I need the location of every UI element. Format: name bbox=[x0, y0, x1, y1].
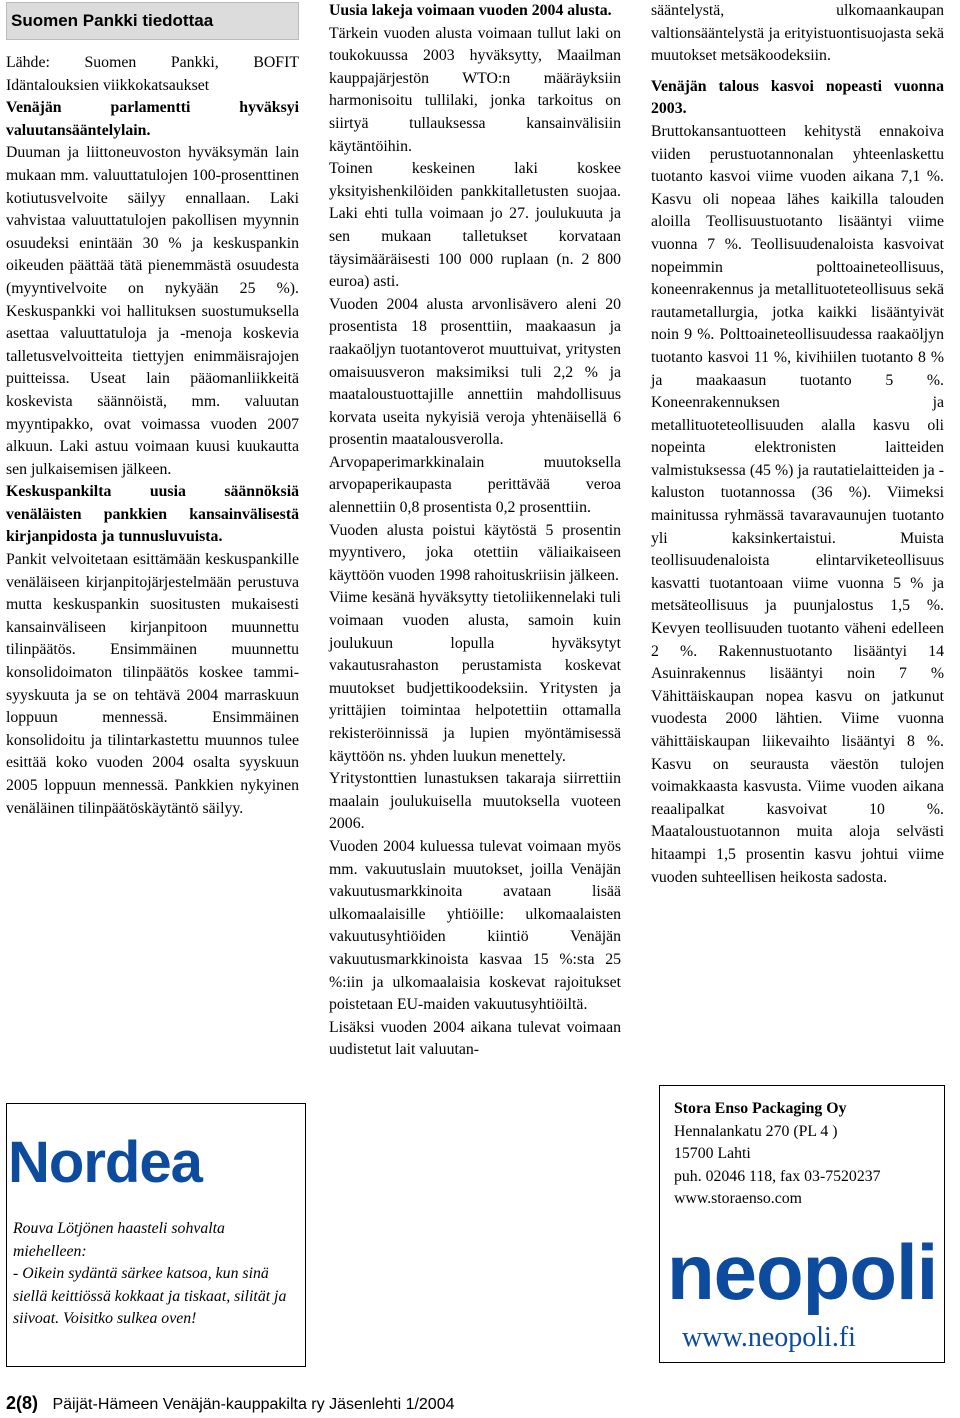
column-3 bbox=[651, 0, 944, 889]
joke-line-2: - Oikein sydäntä särkee katsoa, kun sinä siellä keittiössä kokkaat ja tiskaat, silität ja siivoat. Voisitko sulkea oven! bbox=[13, 1265, 287, 1328]
page-footer bbox=[6, 1393, 455, 1414]
article-paragraph: Tärkein vuoden alusta voimaan tullut laki on toukokuussa 2003 hyväksytty, Maailman kauppajärjestön WTO:n määräyksiin harmonisoitu tullilaki, jonka tarkoitus on siirtyä tullauksessa kansainvälisiin käytäntöihin. bbox=[329, 24, 621, 155]
joke-line-1: Rouva Lötjönen haasteli sohvalta miehelleen: bbox=[13, 1220, 225, 1260]
headline-bank-accounting: Keskuspankilta uusia säännöksiä venäläisten pankkien kansainvälisestä kirjanpidosta ja tunnusluvuista. bbox=[6, 483, 299, 546]
article-paragraph: Yritystonttien lunastuksen takaraja siirrettiin maalain joulukuisella muutoksella vuoteen 2006. bbox=[329, 770, 621, 833]
ad-postal: 15700 Lahti bbox=[674, 1145, 751, 1163]
ad-phone: puh. 02046 118, fax 03-7520237 bbox=[674, 1167, 881, 1185]
ad-address: Hennalankatu 270 (PL 4 ) bbox=[674, 1122, 838, 1140]
neopoli-url-link[interactable]: www.neopoli.fi bbox=[682, 1322, 856, 1353]
joke-text bbox=[13, 1218, 298, 1331]
headline-currency-law: Venäjän parlamentti hyväksyi valuutansääntelylain. bbox=[6, 99, 299, 139]
article-paragraph: Lisäksi vuoden 2004 aikana tulevat voimaan uudistetut lait valuutan- bbox=[329, 1018, 621, 1059]
article-paragraph: Vuoden alusta poistui käytöstä 5 prosentin myyntivero, joka otettiin väliaikaiseen käyttöön vuoden 1998 rahoituskriisin jälkeen. bbox=[329, 521, 621, 584]
publication-title: Päijät-Hämeen Venäjän-kauppakilta ry Jäsenlehti 1/2004 bbox=[52, 1396, 455, 1413]
ad-web[interactable]: www.storaenso.com bbox=[674, 1190, 802, 1208]
source-line: Lähde: Suomen Pankki, BOFIT Idäntalouksien viikkokatsaukset bbox=[6, 54, 299, 94]
headline-new-laws: Uusia lakeja voimaan vuoden 2004 alusta. bbox=[329, 2, 612, 19]
section-banner: Suomen Pankki tiedottaa bbox=[6, 2, 299, 40]
article-bank-accounting: Pankit velvoitetaan esittämään keskuspankille venäläiseen kirjanpitojärjestelmään perustuva mutta keskuspankin suositusten mukaisesti kansainväliseen kirjanpitoon muunnettu tilinpäätös. Ensimmäinen muunnettu konsolidoimaton tilinpäätös koskee tammi-syyskuuta ja se on tehtävä 2004 marraskuun loppuun mennessä. Ensimmäinen konsolidoitu ja tilintarkastettu muunnos tulee esittää koko vuoden 2004 osalta syyskuun 2005 loppuun mennessä. Pankkien nykyinen venäläinen tilinpäätöskäytäntö säilyy. bbox=[6, 551, 299, 817]
column-1 bbox=[6, 0, 299, 820]
article-paragraph: Viime kesänä hyväksytty tietoliikennelaki tuli voimaan vuoden alusta, samoin kuin joulukuun lopulla hyväksytyt vakautusrahaston perustamista koskevat muutokset budjettikoodeksiin. Yritysten ja yrittäjien toimintaa helpotettiin ottamalla rekisteröinnissä ja lupien myöntämisessä käyttöön ns. yhden luukun menettely. bbox=[329, 589, 621, 765]
article-paragraph: Arvopaperimarkkinalain muutoksella arvopaperikaupasta perittävää veroa alennettiin 0,8 prosentista 0,2 prosenttiin. bbox=[329, 453, 621, 517]
article-paragraph: sääntelystä, ulkomaankaupan valtionsääntelystä ja erityistuontisuojasta sekä muutokset metsäkoodeksiin. bbox=[651, 2, 944, 65]
article-currency-law: Duuman ja liittoneuvoston hyväksymän lain mukaan mm. valuuttatulojen 100-prosenttinen kotiutusvelvoite säilyy ennallaan. Laki vahvistaa valuuttatulojen pakollisen myynnin osuudeksi enintään 30 % ja keskuspankin oikeuden päättää tätä pienemmästä osuudesta (myyntivelvoite on nykyään 25 %). Keskuspankki voi hallituksen suostumuksella asettaa valuuttatuloja ja -menoja koskevia talletusvelvoitteita tiettyjen enimmäisrajojen puitteissa. Useat lain pääomanliikkeitä koskevista säännöistä, mm. valuutan myyntipakko, ovat voimassa vuoden 2007 alkuun. Laki astuu voimaan kuusi kuukautta sen julkaisemisen jälkeen. bbox=[6, 144, 299, 478]
headline-economy: Venäjän talous kasvoi nopeasti vuonna 2003. bbox=[651, 77, 944, 118]
column-2 bbox=[329, 0, 621, 1062]
article-paragraph: Vuoden 2004 kuluessa tulevat voimaan myös mm. vakuutuslain muutokset, joilla Venäjän vakuutusmarkkinoita avataan lisää ulkomaalaisille yhtiöille: ulkomaalaisten vakuutusyhtiöiden kiintiö Venäjän vakuutusmarkkinoista kasvaa 15 %:sta 25 %:iin ja ulkomaalaisia koskevat rajoitukset poistetaan EU-maiden vakuutusyhtiöiltä. bbox=[329, 837, 621, 1014]
article-paragraph: Toinen keskeinen laki koskee yksityishenkilöiden pankkitalletusten suojaa. Laki ehti tulla voimaan jo 27. joulukuuta ja sen mukaan talletukset korvataan täysimääräisesti 100 000 ruplaan (n. 2 800 euroa) asti. bbox=[329, 160, 621, 291]
article-paragraph: Vuoden 2004 alusta arvonlisävero aleni 20 prosentista 18 prosenttiin, maakaasun ja raakaöljyn tuotantoverot muuttuivat, yritysten omaisuusveron maksimiksi tuli 2,2 % ja maataloustuottajille annettiin mahdollisuus korvata useita nykyisiä veroja yhtenäisellä 6 prosentin maatalousverolla. bbox=[329, 295, 621, 449]
neopoli-logo: neopoli bbox=[667, 1228, 938, 1316]
ad-company-name: Stora Enso Packaging Oy bbox=[674, 1100, 847, 1117]
article-economy: Bruttokansantuotteen kehitystä ennakoiva viiden perustuotannonalan yhteenlaskettu tuotanto kasvoi viime vuoden aikana 7,1 %. Kasvu oli nopeaa lähes kaikilla talouden aloilla Teollisuustuotanto lisääntyi viime vuonna 7 %. Teollisuudenaloista kasvoivat nopeimmin polttoaineteollisuus, koneenrakennus ja metallituoteteollisuus sekä rautametallurgia, jotka kaikki lisääntyivät noin 9 %. Polttoaineteollisuudessa raakaöljyn tuotanto kasvoi 11 %, kivihiilen tuotanto 8 % ja maakaasun tuotanto 5 %. Koneenrakennuksen ja metallituoteteollisuuden alalla kasvu oli nopeinta elektronisten laitteiden valmistuksessa (45 %) ja rautatielaitteiden ja -kaluston tuotannossa (36 %). Viimeksi mainitussa ryhmässä tavaravaunujen tuotanto yli kaksinkertaistui. Muista teollisuudenaloista elintarviketeollisuus kasvatti tuotantoaan viime vuonna 5 % ja metsäteollisuus ja puunjalostus 1,5 %. Kevyen teollisuuden tuotanto väheni edelleen 2 %. Rakennustuotanto lisääntyi 14 Asuinrakennus lisääntyi noin 7 % Vähittäiskaupan nopea kasvu on jatkunut vuodesta 2000 lähtien. Viime vuonna vähittäiskaupan liikevaihto lisääntyi 8 %. Kasvu on seurausta väestön tulojen voimakkaasta kasvusta. Viime vuoden aikana reaalipalkat kasvoivat 10 %. Maataloustuotannon muita aloja selvästi hitaampi 1,5 prosentin kasvu johtui viime vuoden suhteellisen heikosta sadosta. bbox=[651, 122, 944, 886]
page-number: 2(8) bbox=[6, 1393, 39, 1413]
nordea-logo: Nordea bbox=[8, 1130, 202, 1195]
